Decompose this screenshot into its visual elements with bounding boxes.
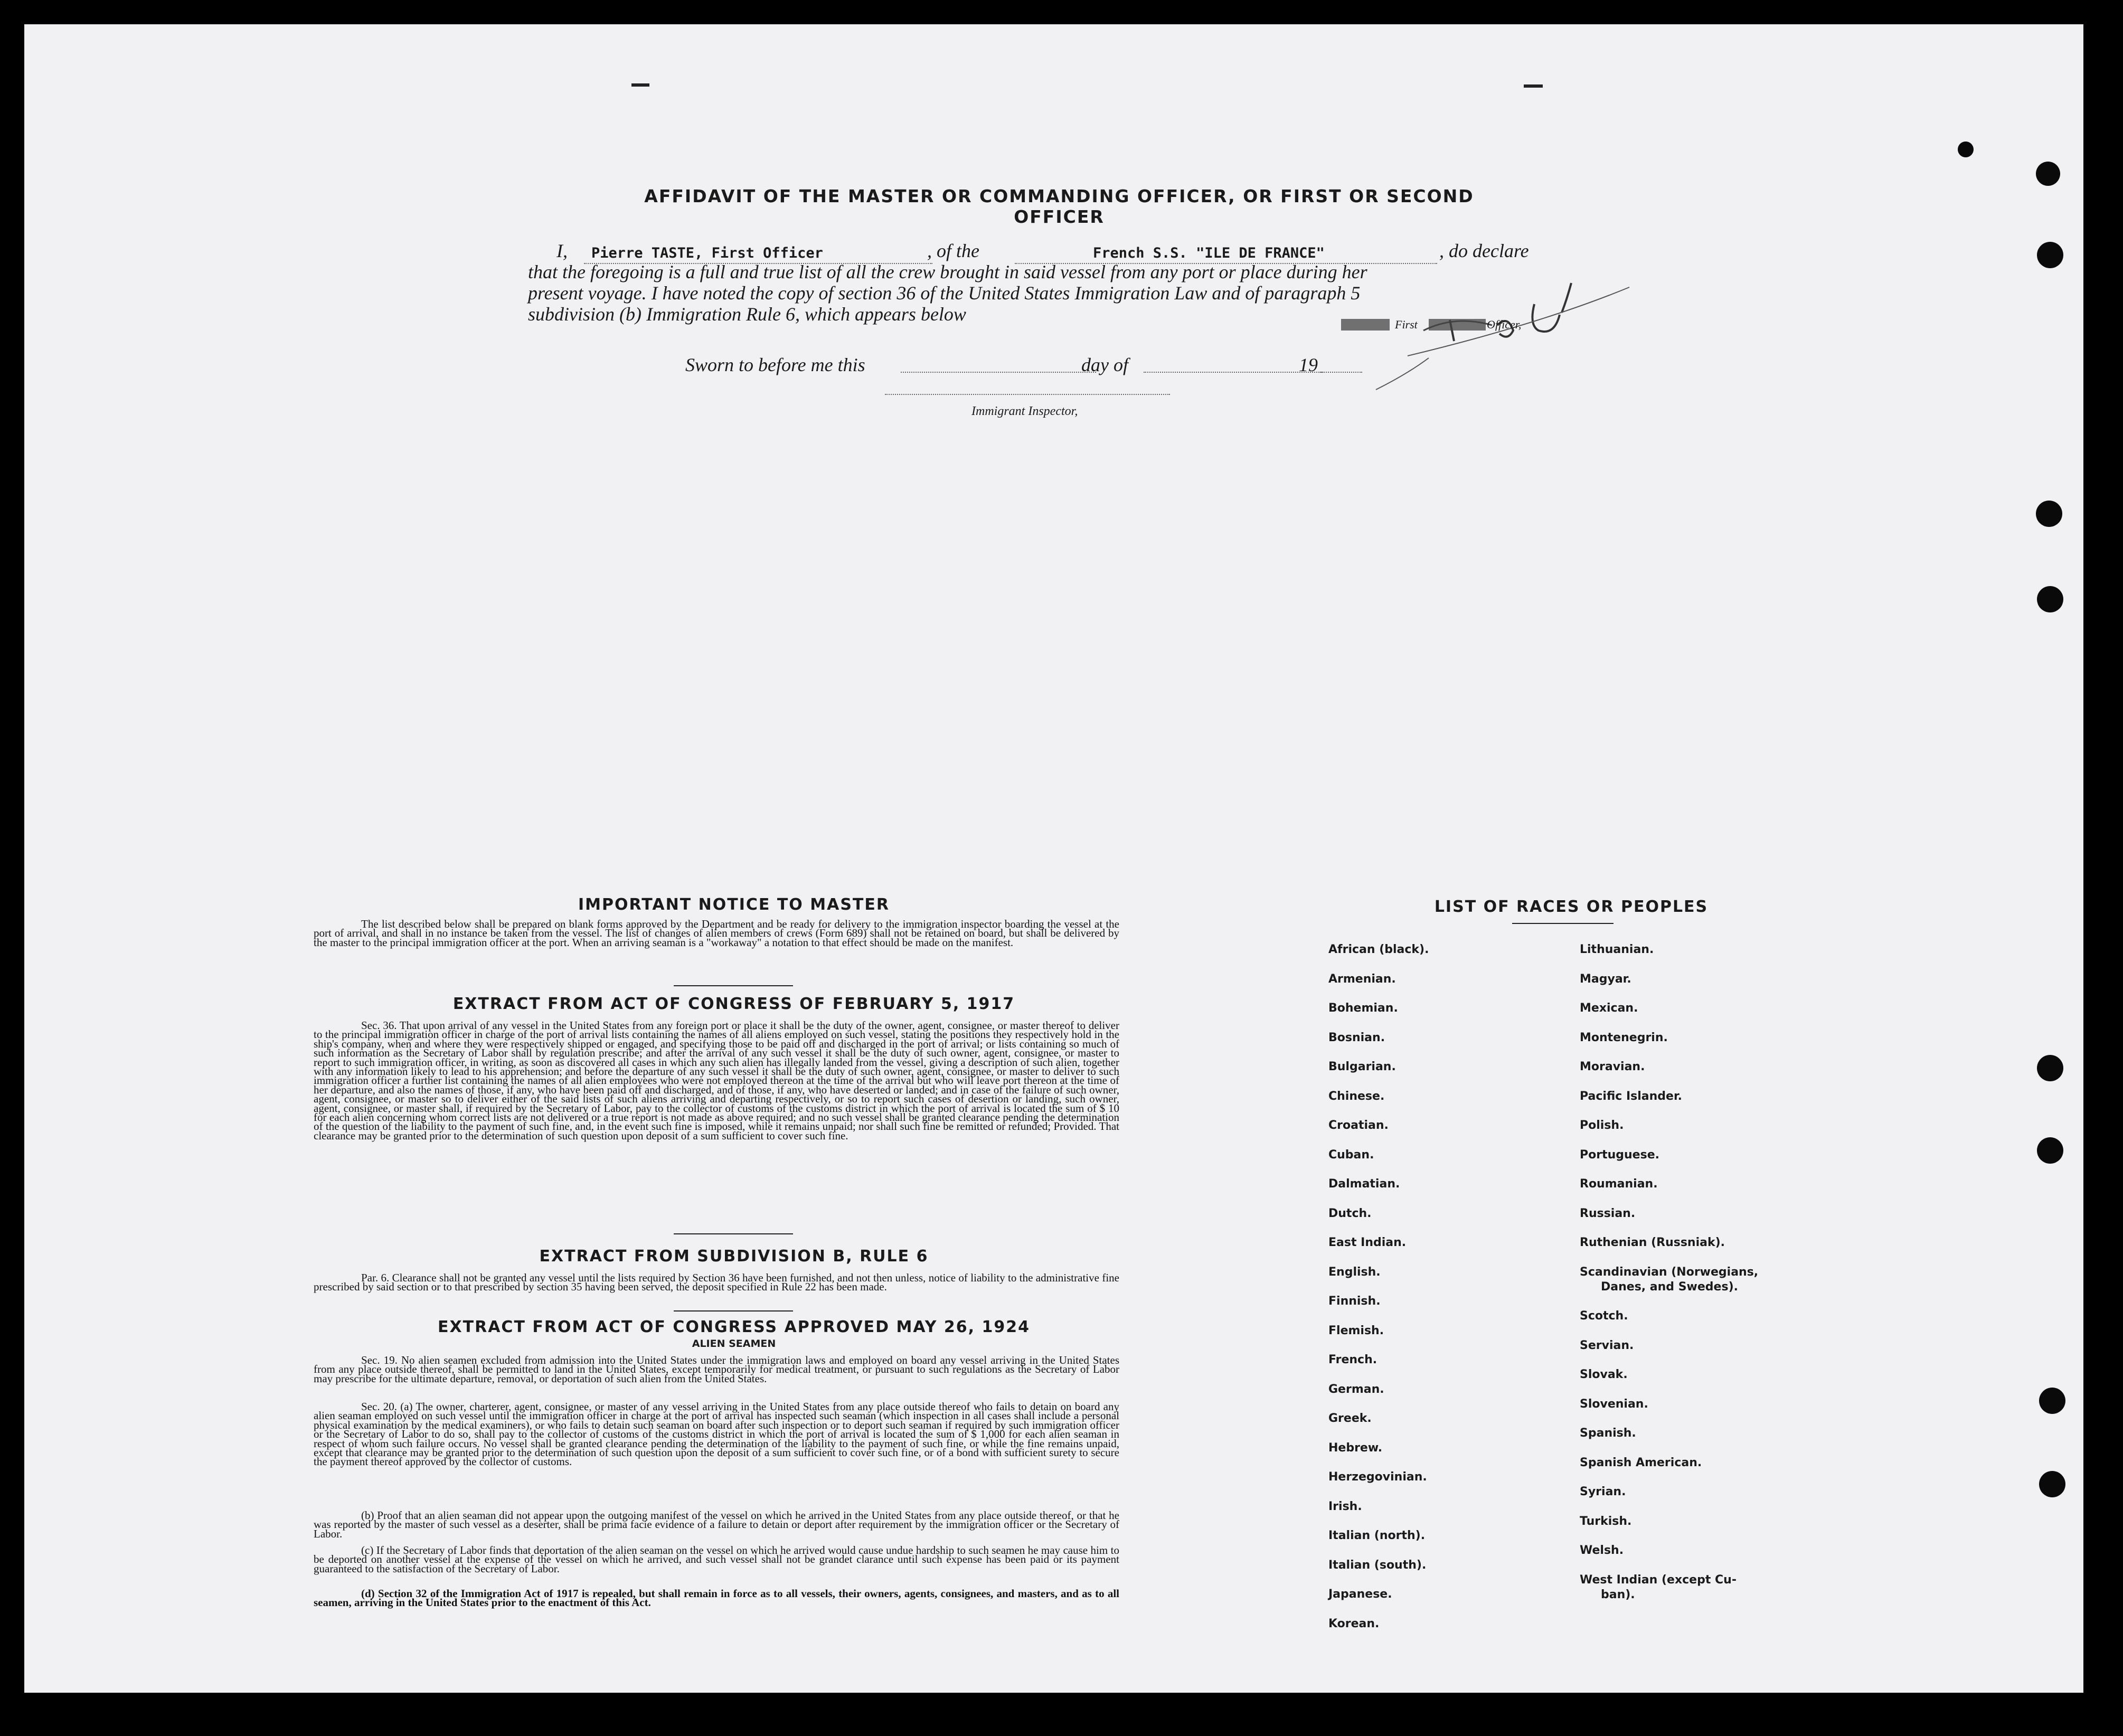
extract-1924-subtitle: ALIEN SEAMEN	[692, 1338, 776, 1350]
top-mark-right	[1524, 84, 1543, 88]
race-item: Moravian.	[1580, 1060, 1645, 1073]
race-item: Flemish.	[1328, 1324, 1384, 1337]
race-item: Bosnian.	[1328, 1031, 1385, 1044]
extract-1924-sec20c: (c) If the Secretary of Labor finds that deportation of the alien seaman on the vessel on which he arrived would cause undue hardship to such seamen he may cause him to be deported on another vessel at the expense of the vessel on which he arrived, and such vessel shall not be grandet clarance until such expense has been paid or its payment guaranteed to the satisfaction of the Secretary of Labor.	[314, 1544, 1119, 1575]
race-item: English.	[1328, 1265, 1381, 1279]
race-item: French.	[1328, 1353, 1377, 1366]
race-item: Bohemian.	[1328, 1002, 1398, 1015]
race-item: Russian.	[1580, 1206, 1636, 1220]
race-item: African (black).	[1328, 943, 1429, 956]
race-item: Chinese.	[1328, 1089, 1385, 1103]
race-item: Magyar.	[1580, 972, 1631, 986]
races-title: LIST OF RACES OR PEOPLES	[1434, 898, 1709, 916]
sworn-date-line	[901, 372, 1096, 373]
punch-hole	[2037, 586, 2063, 612]
extract-1924-sec20d: (d) Section 32 of the Immigration Act of 1917 is repealed, but shall remain in force as to all vessels, their owners, agents, consignees, and masters, and as to all seamen, arriving in the United States prior to the enactment of this Act.	[314, 1587, 1119, 1609]
race-item: Ruthenian (Russniak).	[1580, 1236, 1725, 1249]
race-item: Italian (south).	[1328, 1558, 1427, 1572]
top-mark-left	[631, 83, 649, 87]
race-item: Dalmatian.	[1328, 1177, 1400, 1191]
race-item: Scandinavian (Norwegians,	[1580, 1265, 1759, 1279]
race-item: Turkish.	[1580, 1514, 1632, 1528]
notice-text: The list described below shall be prepared on blank forms approved by the Department and be ready for delivery to the immigration inspector boarding the vessel at the port of arrival, and shall in no instance be taken from the vessel. The list of changes of alien members of crews (Form 689) shall not be retained on board, but shall be delivered by the master to the principal immigration officer at the port. When an arriving seaman is a "workaway" a notation to that effect should be made on the manifest.	[314, 918, 1119, 949]
divider	[1512, 923, 1614, 924]
punch-hole	[2037, 242, 2063, 268]
race-item: Servian.	[1580, 1338, 1634, 1352]
subdivision-text: Par. 6. Clearance shall not be granted any vessel until the lists required by Section 36 have been furnished, and not then unless, notice of liability to the administrative fine prescribed by said section or to that prescribed by section 35 having been served, the deposit specified in Rule 22 has been made.	[314, 1271, 1119, 1294]
race-item: Armenian.	[1328, 972, 1396, 986]
race-item: Mexican.	[1580, 1002, 1638, 1015]
punch-hole	[2037, 1137, 2063, 1164]
race-item: Greek.	[1328, 1412, 1372, 1425]
declaration-line-4: subdivision (b) Immigration Rule 6, which appears below	[528, 304, 966, 325]
race-item: West Indian (except Cu-	[1580, 1573, 1737, 1587]
extract-1917-title: EXTRACT FROM ACT OF CONGRESS OF FEBRUARY 5, 1917	[452, 995, 1015, 1013]
document-sheet	[24, 24, 2083, 1693]
race-item: Croatian.	[1328, 1119, 1389, 1132]
race-item: Bulgarian.	[1328, 1060, 1396, 1073]
race-item: Hebrew.	[1328, 1441, 1383, 1455]
extract-1917-text: Sec. 36. That upon arrival of any vessel in the United States from any foreign port or place it shall be the duty of the owner, agent, consignee, or master thereof to deliver to the principal immigration officer in charge of the port of arrival lists containing the names of all aliens employed on such vessel, stating the positions they respectively hold in the ship's company, when and where they were respectively shipped or engaged, and specifying those to be paid off and discharged in the port of arrival; or lists containing so much of such information as the Secretary of Labor shall by regulation prescribe; and after the arrival of any such vessel it shall be the duty of such owner, agent, consignee, or master to report to such immigration officer, in writing, as soon as discovered all cases in which any such alien has illegally landed from the vessel, giving a description of such alien, together with any information likely to lead to his apprehension; and before the departure of any such vessel it shall be the duty of such owner, agent, consignee, or master to deliver to such immigration officer a further list containing the names of all alien employees who were not employed thereon at the time of the arrival but who will leave port thereon at the time of her departure, and also the names of those, if any, who have been paid off and discharged, and of those, if any, who have deserted or landed; and in case of the failure of such owner, agent, consignee, or master so to deliver either of the said lists of such aliens arriving and departing respectively, or so to report such cases of desertion or landing, such owner, agent, consignee, or master shall, if required by the Secretary of Labor, pay to the collector of customs of the customs district in which the port of arrival is located the sum of $ 10 for each alien concerning whom correct lists are not delivered or a true report is not made as above required; and no such vessel shall be granted clearance pending the determination of the question of the liability to the payment of such fine, and, in the event such fine is imposed, while it remains unpaid; nor shall such fine be remitted or refunded; Provided. That clearance may be granted prior to the determination of such question upon deposit of a sum sufficient to cover such fine.	[314, 1019, 1119, 1142]
race-item: Cuban.	[1328, 1148, 1374, 1162]
races-left-column	[1328, 943, 1429, 1646]
race-item: Roumanian.	[1580, 1177, 1658, 1191]
punch-hole	[2036, 501, 2062, 527]
race-item: Syrian.	[1580, 1485, 1626, 1498]
race-item: Portuguese.	[1580, 1148, 1659, 1162]
race-item: ban).	[1601, 1588, 1635, 1601]
extract-1924-title: EXTRACT FROM ACT OF CONGRESS APPROVED MAY 26, 1924	[438, 1318, 1030, 1336]
signature-suffix: Officer,	[1487, 318, 1522, 331]
race-item: Lithuanian.	[1580, 943, 1654, 956]
inspector-line	[885, 394, 1170, 395]
race-item: Finnish.	[1328, 1295, 1381, 1308]
declaration-pre: I,	[556, 240, 568, 261]
race-item: Scotch.	[1580, 1309, 1628, 1323]
race-item: Polish.	[1580, 1119, 1624, 1132]
inspector-caption: Immigrant Inspector,	[971, 404, 1078, 418]
sworn-year: 19	[1299, 354, 1318, 375]
race-item: Korean.	[1328, 1617, 1380, 1630]
race-item: Montenegrin.	[1580, 1031, 1668, 1044]
race-item: Danes, and Swedes).	[1601, 1280, 1738, 1294]
race-item: Slovak.	[1580, 1368, 1628, 1381]
extract-1924-sec20a: Sec. 20. (a) The owner, charterer, agent, consignee, or master of any vessel arriving in the United States from any place outside thereof who fails to detain on board any alien seaman employed on such vessel until the immigration officer in charge at the port of arrival has inspected such seaman (which inspection in all cases shall include a personal physical examination by the medical examiners), or who fails to detain such seaman on board after such inspection or to deport such seaman if required by such immigration officer or the Secretary of Labor to do so, shall pay to the collector of customs of the customs district in which the port of arrival is located the sum of $ 1,000 for each alien seaman in respect of whom such failure occurs. No vessel shall be granted clearance pending the determination of the liability to the payment of such fine, or while the fine remains unpaid, except that clearance may be granted prior to the determination of such question upon the deposit of a sum sufficient to cover such fine, or of a bond with sufficient surety to secure the payment thereof approved by the collector of customs.	[314, 1400, 1119, 1468]
punch-hole	[2039, 1471, 2065, 1497]
vessel-name: French S.S. "ILE DE FRANCE"	[1093, 245, 1325, 261]
race-item: Japanese.	[1328, 1588, 1392, 1601]
divider	[674, 1233, 793, 1234]
affidavit-title: AFFIDAVIT OF THE MASTER OR COMMANDING OFFICER, OR FIRST OR SECOND OFFICER	[644, 186, 1474, 227]
declaration-do-declare: , do declare	[1439, 240, 1529, 261]
declaration-of-the: , of the	[927, 240, 979, 261]
subdivision-title: EXTRACT FROM SUBDIVISION B, RULE 6	[539, 1247, 929, 1266]
punch-hole	[2037, 1055, 2063, 1081]
notice-title: IMPORTANT NOTICE TO MASTER	[578, 895, 890, 914]
declaration-line-2: that the foregoing is a full and true list of all the crew brought in said vessel from any port or place during her	[528, 261, 1367, 282]
officer-signature	[1344, 272, 1640, 394]
race-item: Herzegovinian.	[1328, 1470, 1427, 1484]
race-item: Spanish American.	[1580, 1456, 1702, 1469]
stamped-class	[1429, 319, 1486, 331]
punch-hole	[2039, 1388, 2065, 1414]
signature-caption: First	[1395, 318, 1418, 331]
race-item: East Indian.	[1328, 1236, 1407, 1249]
race-item: Slovenian.	[1580, 1397, 1648, 1411]
race-item: Irish.	[1328, 1499, 1362, 1513]
races-right-column	[1580, 943, 1758, 1617]
divider	[674, 985, 793, 986]
race-item: Spanish.	[1580, 1427, 1636, 1440]
race-item: German.	[1328, 1382, 1384, 1396]
officer-name: Pierre TASTE, First Officer	[591, 245, 823, 261]
race-item: Dutch.	[1328, 1206, 1372, 1220]
stamped-rank	[1341, 319, 1390, 331]
divider	[674, 1310, 793, 1312]
race-item: Italian (north).	[1328, 1529, 1426, 1542]
extract-1924-sec19: Sec. 19. No alien seamen excluded from admission into the United States under the immigration laws and employed on board any vessel arriving in the United States from any place outside thereof, shall be permitted to land in the United States, except temporarily for medical treatment, or pursuant to such regulations as the Secretary of Labor may prescribe for the ultimate departure, removal, or deportation of such alien from the United States.	[314, 1354, 1119, 1385]
declaration-line-3: present voyage. I have noted the copy of section 36 of the United States Immigration Law and of paragraph 5	[528, 282, 1361, 304]
sworn-month-line	[1144, 372, 1323, 373]
punch-hole	[2036, 162, 2060, 186]
race-item: Welsh.	[1580, 1544, 1624, 1557]
punch-hole	[1958, 141, 1974, 157]
race-item: Pacific Islander.	[1580, 1089, 1683, 1103]
sworn-prefix: Sworn to before me this	[685, 354, 865, 375]
sworn-day: day of	[1081, 354, 1128, 375]
sworn-year-line	[1320, 372, 1362, 373]
extract-1924-sec20b: (b) Proof that an alien seaman did not appear upon the outgoing manifest of the vessel on which he arrived in the United States from any place outside thereof, or that he was reported by the master of such vessel as a deserter, shall be prima facie evidence of a failure to detain or deport after requirement by the immigration officer or the Secretary of Labor.	[314, 1509, 1119, 1540]
